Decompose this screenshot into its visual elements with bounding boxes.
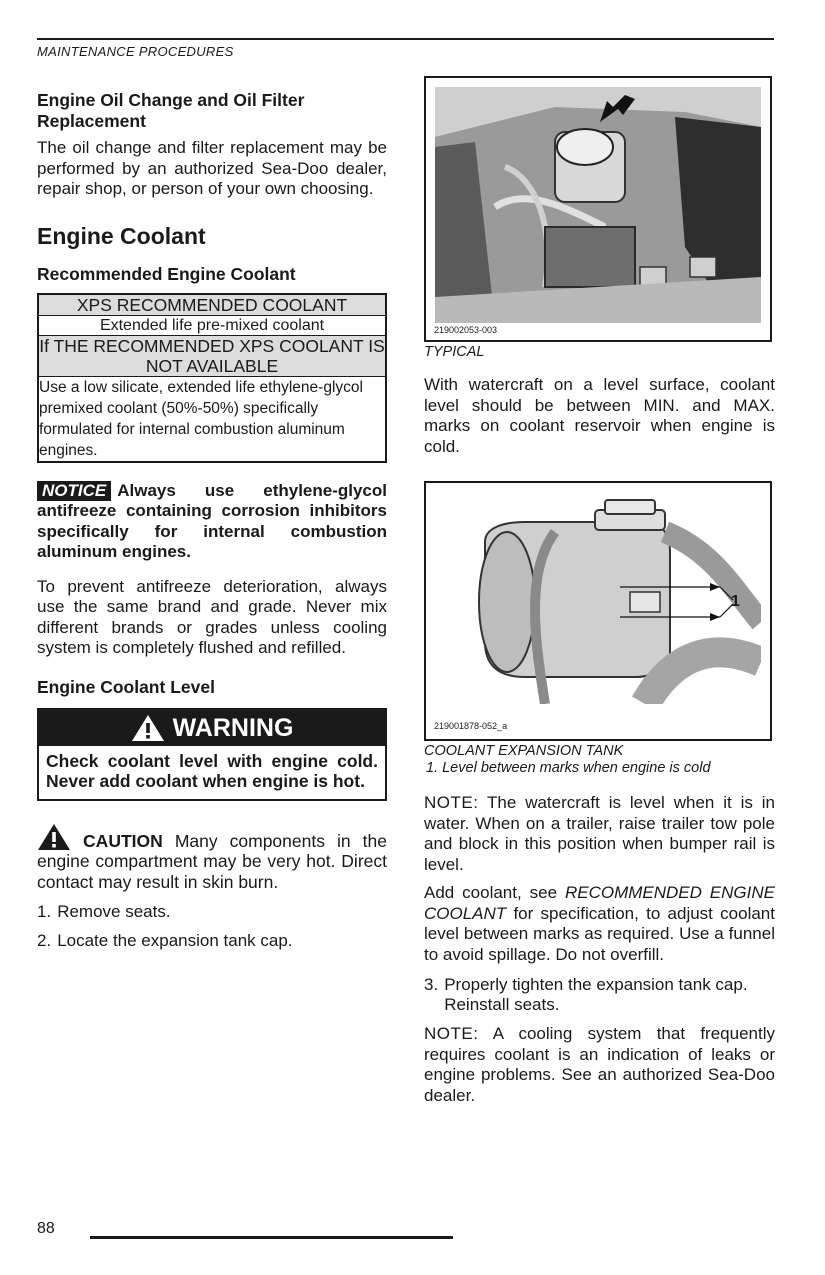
engine-compartment-illustration — [435, 87, 761, 323]
header-rule — [37, 38, 774, 40]
page-number: 88 — [37, 1220, 55, 1237]
steps-list — [37, 902, 387, 951]
step-number: 3. — [424, 975, 439, 994]
note-text: A cooling system that frequently requires coolant is an indication of leaks or engine problems. See an authorized Sea-Doo dealer. — [424, 1024, 775, 1105]
table-header-recommended: XPS RECOMMENDED COOLANT — [38, 294, 386, 316]
list-item — [37, 902, 387, 922]
left-column — [37, 90, 387, 951]
add-coolant-paragraph — [424, 883, 775, 965]
note-watercraft-level — [424, 793, 775, 875]
add-coolant-text: Add coolant, see — [424, 883, 558, 902]
warning-label: WARNING — [172, 713, 294, 742]
notice-paragraph — [37, 481, 387, 563]
table-cell-premixed: Extended life pre-mixed coolant — [38, 315, 386, 335]
step-text: Locate the expansion tank cap. — [57, 931, 293, 950]
table-cell-alternative: Use a low silicate, extended life ethylene-glycol premixed coolant (50%-50%) specifically formulated for internal combustion aluminum engines. — [38, 376, 386, 462]
figure-expansion-tank — [424, 481, 772, 741]
footer-rule — [90, 1236, 453, 1239]
figure-legend: 1. Level between marks when engine is cold — [426, 760, 711, 776]
oil-change-heading: Engine Oil Change and Oil Filter Replacement — [37, 90, 305, 131]
add-coolant-text: for specification, to adjust coolant level between marks as required. Use a funnel to avoid spillage. Do not overfill. — [424, 903, 775, 964]
warning-triangle-icon — [131, 714, 165, 742]
figure-caption-tank: COOLANT EXPANSION TANK — [424, 743, 624, 759]
notice-badge: NOTICE — [37, 481, 111, 501]
note-text: The watercraft is level when it is in water. When on a trailer, raise trailer tow pole and block in this position when bumper rail is level. — [424, 793, 775, 874]
engine-coolant-heading: Engine Coolant — [37, 222, 206, 249]
caution-label: CAUTION — [83, 830, 163, 851]
step-number: 1. — [37, 902, 52, 921]
right-column — [424, 76, 775, 1106]
warning-text: Check coolant level with engine cold. Never add coolant when engine is hot. — [46, 750, 378, 791]
step-number: 2. — [37, 931, 52, 950]
step-text: Properly tighten the expansion tank cap. Reinstall seats. — [444, 975, 748, 1014]
coolant-table — [37, 293, 387, 463]
note-cooling-system — [424, 1024, 775, 1106]
section-header: MAINTENANCE PROCEDURES — [37, 44, 234, 59]
caution-triangle-icon — [37, 823, 71, 851]
coolant-reference: RECOMMENDED ENGINE COOLANT — [424, 883, 775, 923]
table-header-alternative: If THE RECOMMENDED XPS COOLANT IS NOT AVAILABLE — [39, 335, 385, 376]
expansion-tank-illustration — [435, 492, 761, 704]
recommended-coolant-heading: Recommended Engine Coolant — [37, 263, 296, 284]
deterioration-paragraph: To prevent antifreeze deterioration, always use the same brand and grade. Never mix different brands or grades unless cooling system is completely flushed and refilled. — [37, 576, 387, 657]
notice-text: Always use ethylene-glycol antifreeze containing corrosion inhibitors specifically for internal combustion aluminum engines. — [37, 480, 387, 561]
coolant-level-heading: Engine Coolant Level — [37, 676, 215, 697]
level-paragraph: With watercraft on a level surface, coolant level should be between MIN. and MAX. marks on coolant reservoir when engine is cold. — [424, 375, 775, 456]
steps-list-right — [424, 975, 775, 1015]
warning-box — [37, 708, 387, 801]
list-item — [37, 931, 387, 951]
figure-id: 219001878-052_a — [434, 721, 508, 731]
caution-text: Many components in the engine compartment may be very hot. Direct contact may result in skin burn. — [37, 830, 387, 892]
caution-paragraph — [37, 823, 387, 893]
note-label: NOTE: — [424, 793, 479, 812]
list-item — [424, 975, 775, 1015]
callout-number: 1 — [731, 593, 740, 610]
figure-id: 219002053-003 — [434, 325, 498, 335]
oil-change-body: The oil change and filter replacement may be performed by an authorized Sea-Doo dealer, repair shop, or person of your own choosing. — [37, 138, 387, 198]
step-text: Remove seats. — [57, 902, 171, 921]
note-label: NOTE: — [424, 1024, 479, 1043]
figure-engine-compartment — [424, 76, 772, 342]
warning-header — [39, 710, 385, 746]
figure-caption-typical: TYPICAL — [424, 344, 485, 360]
